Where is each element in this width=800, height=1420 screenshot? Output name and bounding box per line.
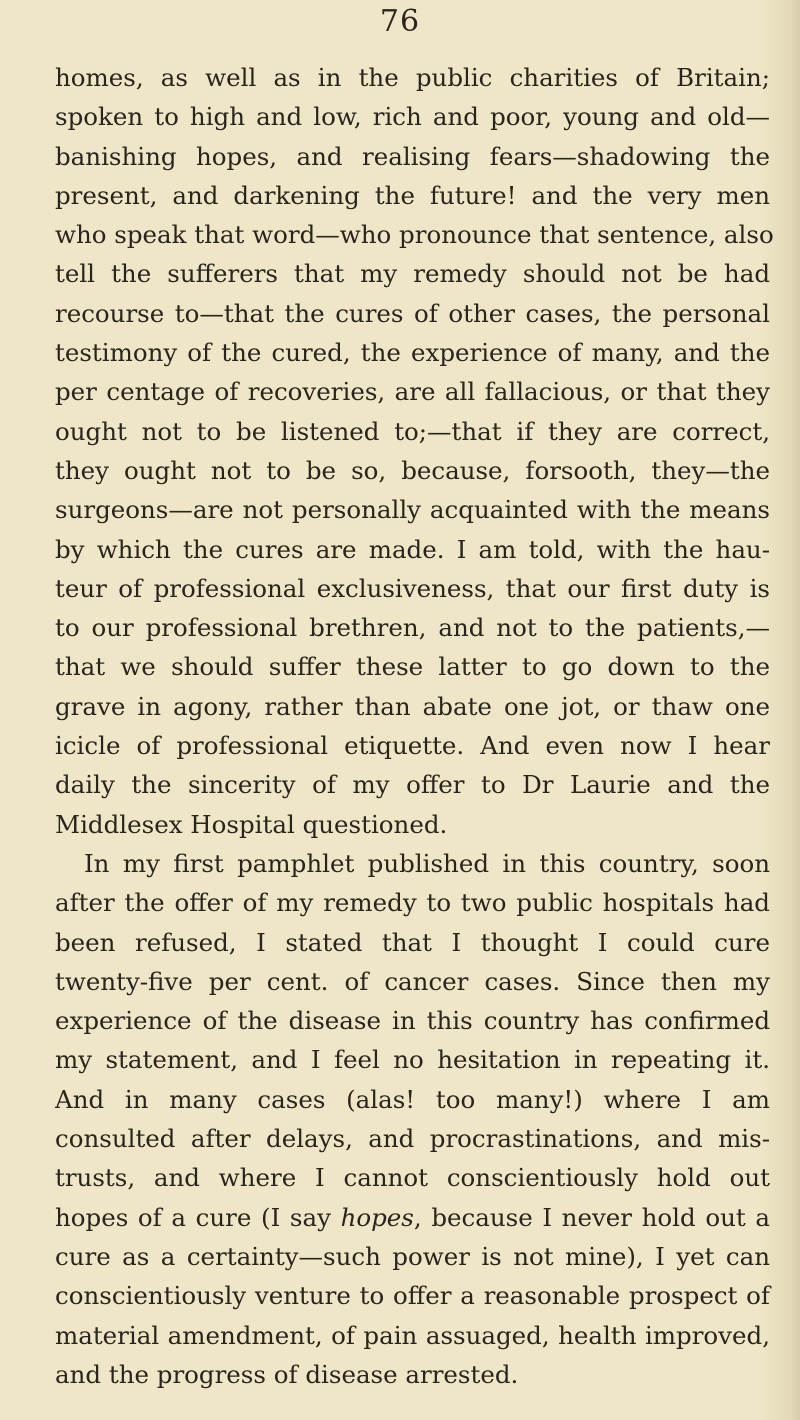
text-line: And in many cases (alas! too many!) where I am — [55, 1084, 770, 1114]
text-line: hopes of a cure (I say hopes, because I never hold out a — [55, 1202, 770, 1232]
text-line: by which the cures are made. I am told, with the hau- — [55, 534, 770, 564]
text-line: after the offer of my remedy to two public hospitals had — [55, 888, 770, 918]
text-line: ought not to be listened to;—that if they are correct, — [55, 416, 770, 446]
text-line: testimony of the cured, the experience of many, and the — [55, 338, 770, 368]
text-line: consulted after delays, and procrastinations, and mis- — [55, 1124, 770, 1154]
text-line: homes, as well as in the public charities of Britain; — [55, 63, 770, 92]
text-line: icicle of professional etiquette. And even now I hear — [55, 731, 770, 761]
text-line: present, and darkening the future! and the very men — [55, 180, 770, 210]
page-number: 76 — [379, 4, 421, 39]
text-line: surgeons—are not personally acquainted with the means — [55, 495, 770, 525]
text-line: cure as a certainty—such power is not mine), I yet can — [55, 1241, 770, 1271]
text-line: trusts, and where I cannot conscientiously hold out — [55, 1163, 770, 1193]
text-line: banishing hopes, and realising fears—shadowing the — [55, 141, 770, 171]
text-line: grave in agony, rather than abate one jot, or thaw one — [55, 691, 770, 721]
text-line: daily the sincerity of my offer to Dr Laurie and the — [55, 770, 770, 800]
text-line: who speak that word—who pronounce that sentence, also — [55, 220, 774, 250]
text-line: spoken to high and low, rich and poor, young and old— — [55, 102, 770, 132]
emphasis-hopes: hopes — [340, 1202, 414, 1232]
text-line: tell the sufferers that my remedy should not be had — [55, 259, 770, 289]
text-line: my statement, and I feel no hesitation in repeating it. — [55, 1045, 770, 1075]
text-line: experience of the disease in this country has confirmed — [55, 1006, 770, 1036]
text-line: and the progress of disease arrested. — [55, 1359, 519, 1389]
text-line: that we should suffer these latter to go down to the — [55, 652, 770, 682]
text-line: conscientiously venture to offer a reasonable prospect of — [55, 1281, 770, 1311]
text-line: recourse to—that the cures of other cases, the personal — [55, 298, 770, 328]
text-line: been refused, I stated that I thought I could cure — [55, 927, 770, 957]
body-text — [55, 58, 774, 1394]
text-line: they ought not to be so, because, forsooth, they—the — [55, 455, 770, 485]
text-line: twenty-five per cent. of cancer cases. Since then my — [55, 966, 770, 996]
text-line: In my first pamphlet published in this country, soon — [84, 848, 770, 878]
text-line: per centage of recoveries, are all fallacious, or that they — [55, 377, 770, 407]
text-line: to our professional brethren, and not to the patients,— — [55, 613, 770, 643]
text-line: Middlesex Hospital questioned. — [55, 809, 448, 839]
text-line: teur of professional exclusiveness, that our first duty is — [55, 573, 770, 603]
text-line: material amendment, of pain assuaged, health improved, — [55, 1320, 770, 1350]
